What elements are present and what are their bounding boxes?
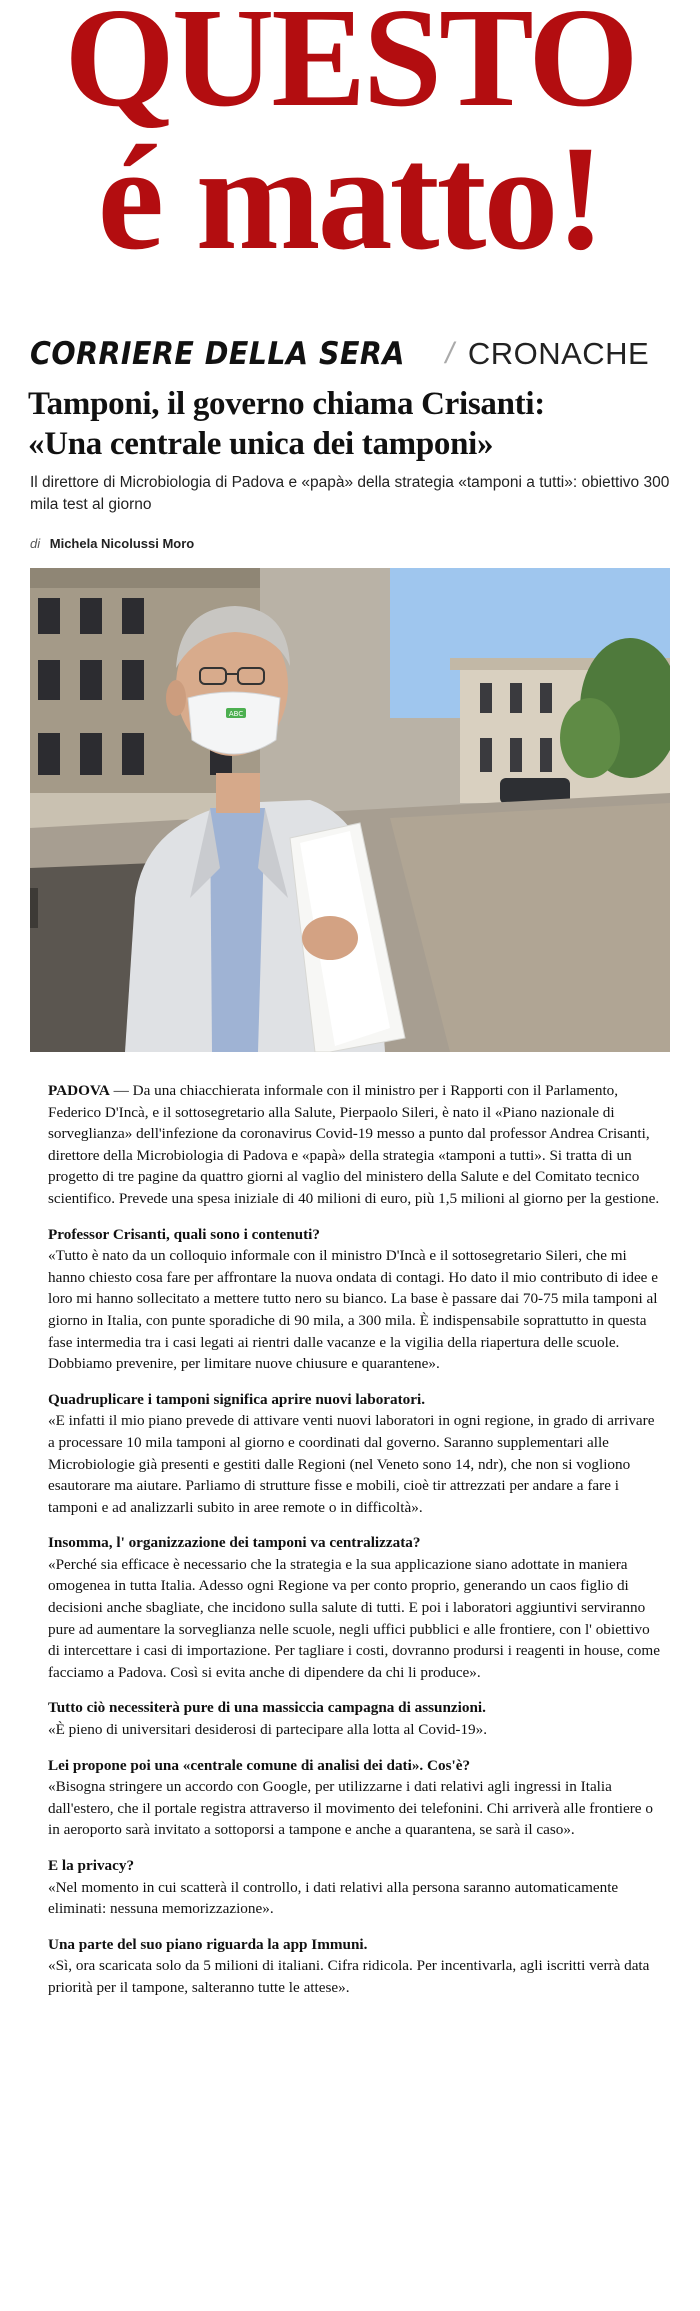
author-name[interactable]: Michela Nicolussi Moro: [49, 536, 195, 551]
lead-paragraph: [48, 1080, 660, 1210]
byline: [30, 536, 194, 551]
question: Lei propone poi una «centrale comune di analisi dei dati». Cos'è?: [48, 1756, 471, 1774]
article-screenshot: [0, 300, 700, 2311]
article-summary: Il direttore di Microbiologia di Padova e «papà» della strategia «tamponi a tutti»: obiettivo 300 mila test al giorno: [30, 474, 670, 513]
meme-caption-line2: é matto!: [97, 115, 603, 281]
question: Quadruplicare i tamponi significa aprire nuovi laboratori.: [48, 1390, 426, 1408]
qa-block: [48, 1697, 660, 1740]
qa-block: [48, 1855, 660, 1920]
qa-block: [48, 1389, 660, 1519]
article-photo: [30, 568, 670, 1052]
answer: «E infatti il mio piano prevede di attivare venti nuovi laboratori in ogni regione, in grado di arrivare a processare 10 mila tamponi al giorno e coordinati dal governo. Saranno supplementari alle Microbiologie già presenti e gestiti dalle Regioni (nel Veneto sono 14, ndr), che non si vogliono esautorare ma aiutare. Parliamo di strutture fisse e mobili, cioè tir attrezzati per andare a fare i tamponi e ad analizzarli subito in aree remote o in difficoltà».: [48, 1412, 655, 1516]
article-body: [48, 1080, 660, 2013]
lead-text: — Da una chiacchierata informale con il ministro per i Rapporti con il Parlamento, Federico D'Incà, e il sottosegretario alla Salute, Pierpaolo Sileri, è nato il «Piano nazionale di sorveglianza» dell'infezione da coronavirus Covid-19 messo a punto dal professor Andrea Crisanti, direttore della Microbiologia di Padova e «papà» della strategia «tamponi a tutti». Si tratta di un progetto di tre pagine da quattro giorni al vaglio del ministero della Salute e del Comitato tecnico scientifico. Prevede una spesa iniziale di 40 milioni di euro, più 1,5 milioni al giorno per la gestione.: [48, 1082, 660, 1207]
headline-line2: «Una centrale unica dei tamponi»: [28, 426, 494, 462]
masthead: [30, 334, 649, 374]
meme-caption: [0, 0, 700, 300]
section-link[interactable]: CRONACHE: [467, 336, 650, 371]
answer: «È pieno di universitari desiderosi di partecipare alla lotta al Covid-19».: [48, 1721, 488, 1739]
dateline: PADOVA: [48, 1082, 110, 1099]
qa-block: [48, 1224, 660, 1375]
qa-block: [48, 1532, 660, 1683]
answer: «Sì, ora scaricata solo da 5 milioni di italiani. Cifra ridicola. Per incentivarla, agli iscritti verrà data priorità per il tampone, salteranno tutte le attese».: [48, 1957, 650, 1996]
answer: «Bisogna stringere un accordo con Google, per utilizzarne i dati relativi agli ingressi in Italia dall'estero, che il portale registra attraverso il movimento dei telefonini. Chi arriverà alle frontiere o in aeroporto sarà invitato a sottoporsi a tampone e anche a quarantena, se sarà il caso».: [48, 1778, 653, 1839]
question: Professor Crisanti, quali sono i contenuti?: [48, 1225, 320, 1243]
newspaper-logo[interactable]: CORRIERE DELLA SERA: [30, 336, 405, 372]
answer: «Tutto è nato da un colloquio informale con il ministro D'Incà e il sottosegretario Sileri, che mi hanno chiesto cosa fare per affrontare la nuova ondata di contagi. Ho dato il mio contributo di idee e loro mi hanno sollecitato a mettere tutto nero su bianco. La base è passare dai 70-75 mila tamponi al giorno in Italia, con punte sporadiche di 90 mila, a 300 mila. È indispensabile soprattutto in questa fase intermedia tra i casi legati ai rientri dalle vacanze e la vigilia della riapertura delle scuole. Dobbiamo prevenire, per limitare nuove chiusure e quarantene».: [48, 1247, 658, 1373]
answer: «Nel momento in cui scatterà il controllo, i dati relativi alla persona saranno automaticamente eliminati: nessuna memorizzazione».: [48, 1878, 619, 1918]
answer: «Perché sia efficace è necessario che la strategia e la sua applicazione siano adottate in maniera omogenea in tutta Italia. Adesso ogni Regione va per conto proprio, generando un caos figlio di decisioni anche sbagliate, che incidono sulla salute di tutti. E poi i laboratori aggiuntivi serviranno pure ad aumentare la sorveglianza nelle scuole, negli uffici pubblici e alle frontiere, con l' obiettivo di intercettare i casi di importazione. Per tagliare i costi, dovranno prodursi i reagenti in house, come facciamo a Padova. Così si evita anche di dipendere da chi li produce».: [48, 1555, 660, 1681]
question: Una parte del suo piano riguarda la app Immuni.: [48, 1935, 368, 1953]
qa-block: [48, 1755, 660, 1841]
article-headline: [28, 384, 692, 464]
meme-caption-line1: QUESTO: [64, 0, 636, 136]
question: E la privacy?: [48, 1857, 135, 1874]
breadcrumb-separator: /: [445, 337, 454, 370]
question: Tutto ciò necessiterà pure di una massiccia campagna di assunzioni.: [48, 1699, 486, 1717]
qa-block: [48, 1934, 660, 1999]
question: Insomma, l' organizzazione dei tamponi va centralizzata?: [48, 1534, 421, 1552]
headline-line1: Tamponi, il governo chiama Crisanti:: [28, 386, 545, 422]
byline-prefix: di: [30, 536, 41, 551]
mask-logo: ABC: [228, 710, 244, 718]
